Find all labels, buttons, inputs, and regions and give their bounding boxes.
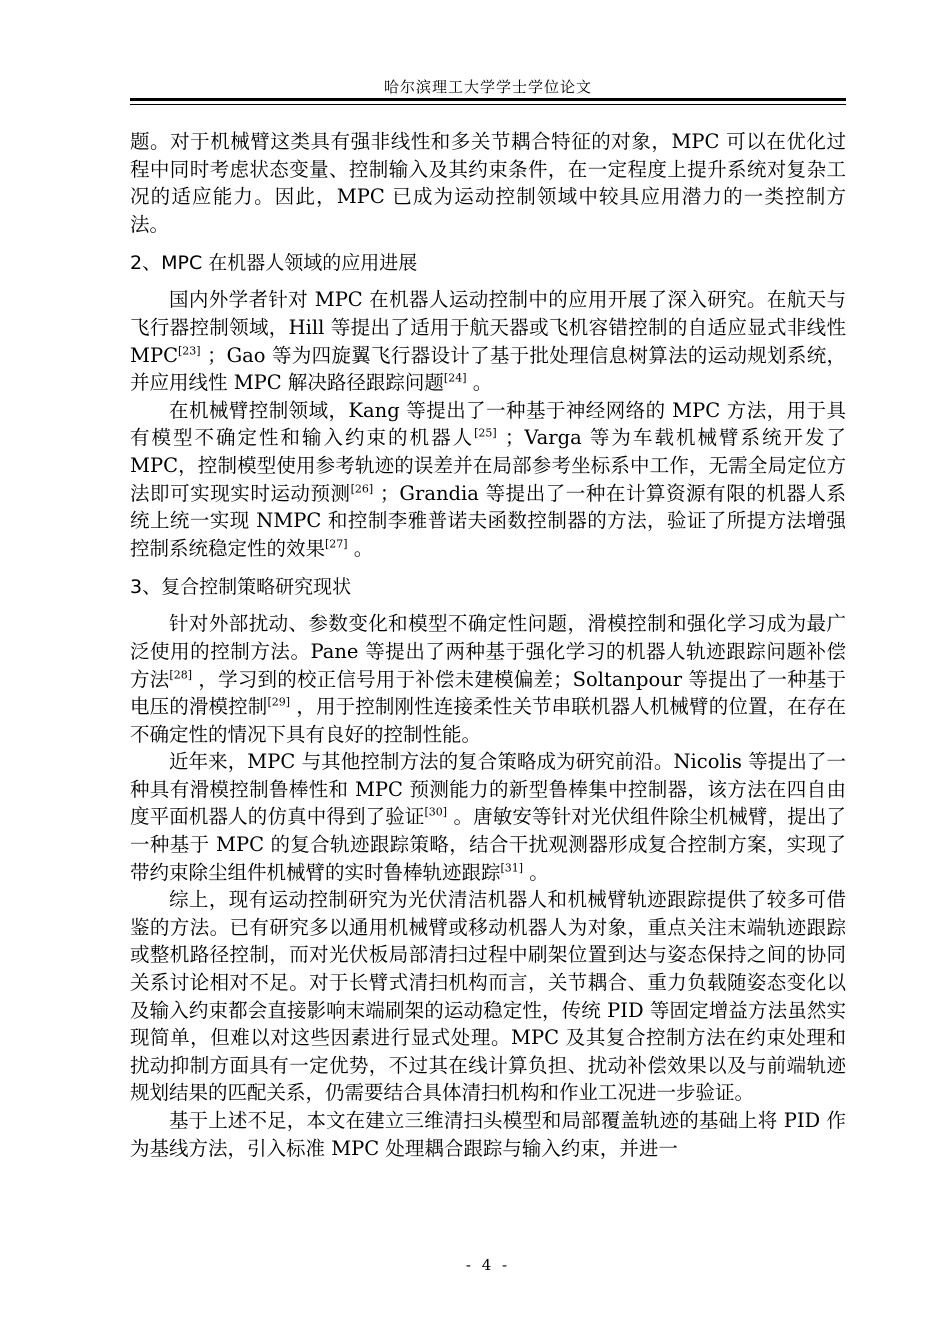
paragraph-sliding-mode-rl	[130, 610, 846, 748]
citation: [23]	[178, 344, 201, 358]
text-run: 。	[466, 371, 493, 395]
citation: [31]	[500, 861, 524, 875]
citation: [30]	[424, 805, 448, 819]
paragraph-continued: 题。对于机械臂这类具有强非线性和多关节耦合特征的对象，MPC 可以在优化过程中同时考虑状态变量、控制输入及其约束条件，在一定程度上提升系统对复杂工况的适应能力。因此，MPC 已成为运动控制领域中较具应用潜力的一类控制方法。	[130, 130, 846, 236]
text-run: ；Varga 等为车载机械臂系统开发了 MPC，控制模型使用参考轨迹的误差并在局部参考坐标系中工作，无需全局定位方法即可实现实时运动预测	[130, 426, 846, 505]
running-header: 哈尔滨理工大学学士学位论文	[383, 78, 592, 96]
paragraph-composite-mpc	[130, 748, 846, 886]
citation: [26]	[350, 482, 374, 496]
paragraph-aerospace	[130, 286, 846, 396]
section-heading-composite-control: 3、复合控制策略研究现状	[130, 576, 352, 599]
page-number: - 4 -	[465, 1256, 511, 1274]
text-run: 在机械臂控制领域，Kang 等提出了一种基于神经网络的 MPC 方法，用于具有模型不确定性和输入约束的机器人	[130, 398, 846, 450]
citation: [24]	[443, 371, 467, 385]
text-run: 国内外学者针对 MPC 在机器人运动控制中的应用开展了深入研究。在航天与飞行器控制领域，Hill 等提出了适用于航天器或飞机容错控制的自适应显式非线性 MPC	[130, 288, 846, 367]
text-run: 针对外部扰动、参数变化和模型不确定性问题，滑模控制和强化学习成为最广泛使用的控制方法。Pane 等提出了两种基于强化学习的机器人轨迹跟踪问题补偿方法	[130, 612, 846, 691]
header-rule-thin	[130, 104, 846, 105]
text-run: ，用于控制刚性连接柔性关节串联机器人机械臂的位置，在存在不确定性的情况下具有良好的控制性能。	[130, 695, 846, 746]
citation: [29]	[267, 695, 291, 709]
text-run: 。唐敏安等针对光伏组件除尘机械臂，提出了一种基于 MPC 的复合轨迹跟踪策略，结合干扰观测器形成复合控制方案，实现了带约束除尘组件机械臂的实时鲁棒轨迹跟踪	[130, 805, 846, 884]
section-heading-mpc-robotics: 2、MPC 在机器人领域的应用进展	[130, 252, 418, 275]
text-run: ；Gao 等为四旋翼飞行器设计了基于批处理信息树算法的运动规划系统，并应用线性 MPC 解决路径跟踪问题	[130, 343, 846, 395]
header-rule-thick	[130, 98, 846, 101]
citation: [25]	[474, 426, 497, 440]
citation: [27]	[325, 537, 348, 551]
text-run: 。	[523, 860, 549, 884]
text-run: 。	[347, 536, 374, 560]
paragraph-summary: 综上，现有运动控制研究为光伏清洁机器人和机械臂轨迹跟踪提供了较多可借鉴的方法。已有研究多以通用机械臂或移动机器人为对象，重点关注末端轨迹跟踪或整机路径控制，而对光伏板局部清扫过程中刷架位置到达与姿态保持之间的协同关系讨论相对不足。对于长臂式清扫机构而言，关节耦合、重力负载随姿态变化以及输入约束都会直接影响末端刷架的运动稳定性，传统 PID 等固定增益方法虽然实现简单，但难以对这些因素进行显式处理。MPC 及其复合控制方法在约束处理和扰动抑制方面具有一定优势，不过其在线计算负担、扰动补偿效果以及与前端轨迹规划结果的匹配关系，仍需要结合具体清扫机构和作业工况进一步验证。	[130, 888, 846, 1105]
page-body	[130, 128, 846, 1162]
citation: [28]	[169, 668, 193, 681]
paragraph-contribution: 基于上述不足，本文在建立三维清扫头模型和局部覆盖轨迹的基础上将 PID 作为基线方法，引入标准 MPC 处理耦合跟踪与输入约束，并进一	[130, 1109, 846, 1160]
paragraph-manipulator	[130, 397, 846, 563]
text-run: 近年来，MPC 与其他控制方法的复合策略成为研究前沿。Nicolis 等提出了一种具有滑模控制鲁棒性和 MPC 预测能力的新型鲁棒集中控制器，该方法在四自由度平面机器人的仿真中得到了验证	[130, 750, 846, 829]
text-run: ，学习到的校正信号用于补偿未建模偏差；Soltanpour 等提出了一种基于电压的滑模控制	[130, 667, 846, 719]
text-run: ；Grandia 等提出了一种在计算资源有限的机器人系统上统一实现 NMPC 和控制李雅普诺夫函数控制器的方法，验证了所提方法增强控制系统稳定性的效果	[130, 481, 846, 560]
